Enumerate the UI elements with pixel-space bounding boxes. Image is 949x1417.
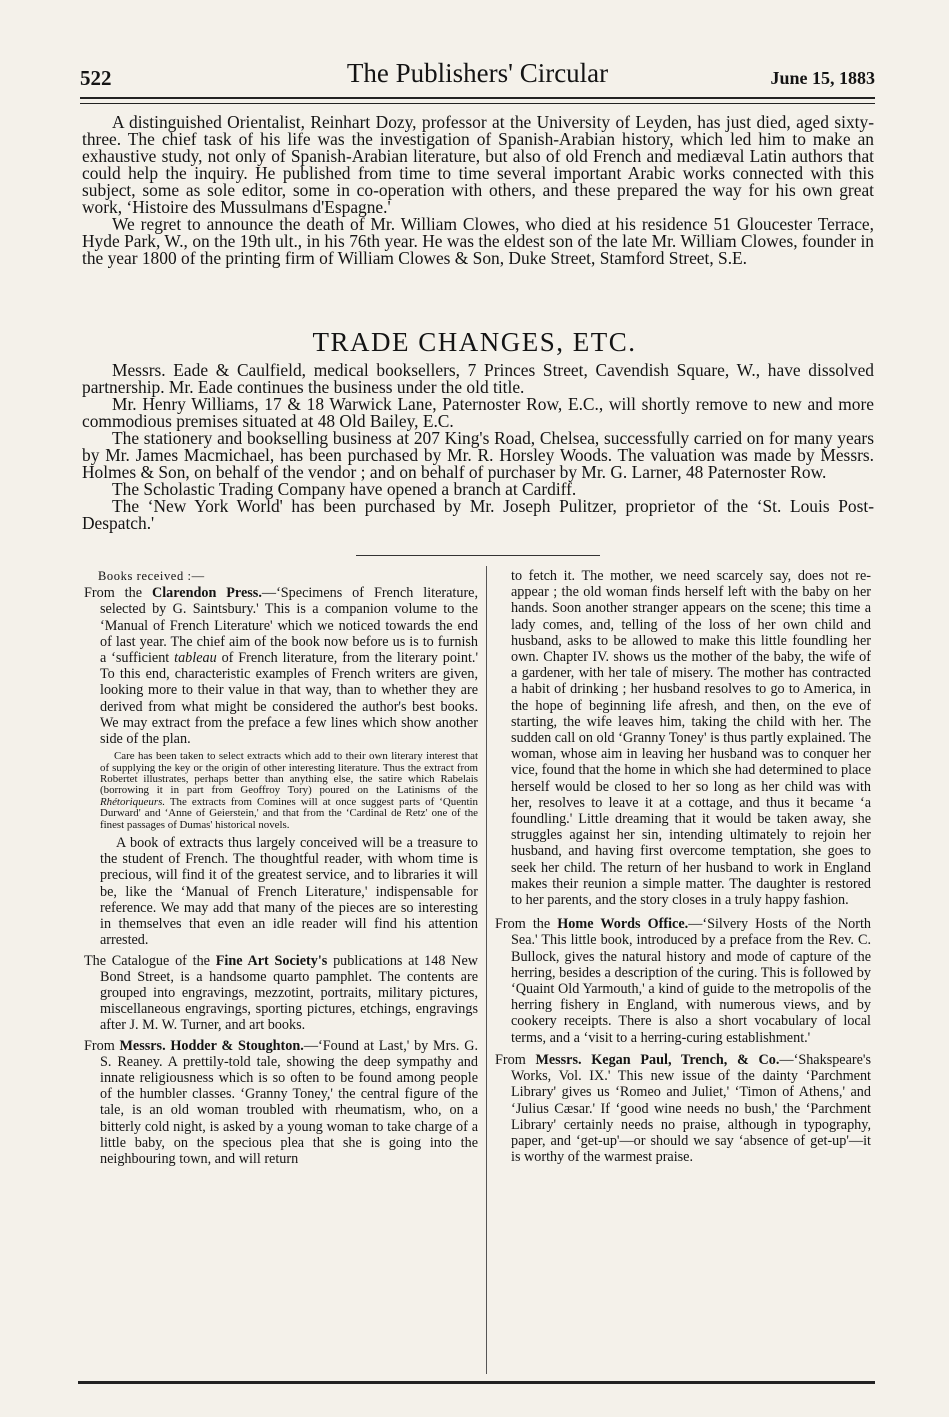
publisher-clarendon: Clarendon Press.: [151, 585, 262, 602]
publisher-fine-art: Fine Art Society's: [215, 952, 328, 969]
journal-title: The Publishers' Circular: [346, 58, 609, 88]
left-column: [84, 568, 478, 1171]
clarendon-review: A book of extracts thus largely conceived will be a treasure to the student of French. The thoughtful reader, with whom time is precious, will find it of the greatest service, and to libraries it will be, like the ‘Manual of French Literature,' indispensable for reference. We may add that many of the pieces are so interesting in themselves that even an idle reader will find his attention arrested.: [100, 835, 478, 949]
entry-fine-art-society: The Catalogue of the Fine Art Society's publications at 148 New Bond Street, is a handsome quarto pamphlet. The contents are grouped into engravings, mezzotint, portraits, military pictures, miscellaneous engravings, sporting pictures, etchings, engravings after J. M. W. Turner, and art books.: [84, 952, 478, 1034]
paragraph-dozy: A distinguished Orientalist, Reinhart Dozy, professor at the University of Leyden, has just died, aged sixty-three. The chief task of his life was the investigation of Spanish-Arabian history, which led him to make an exhaustive study, not only of Spanish-Arabian literature, but also of old French and mediæval Latin authors that could help the inquiry. He published from time to time several important Arabic works connected with this subject, some as sole editor, some in co-operation with others, and these prepared the way for his own great work, ‘Histoire des Mussulmans d'Espagne.': [82, 112, 874, 217]
page-number: 522: [80, 66, 112, 90]
page-header: [80, 58, 875, 94]
section-divider: [356, 555, 600, 556]
entry-kegan-paul: From Messrs. Kegan Paul, Trench, & Co.—‘Shakspeare's Works, Vol. IX.' This new issue of the dainty ‘Parchment Library' gives us ‘Romeo and Juliet,' ‘Timon of Athens,' and ‘Julius Cæsar.' If ‘good wine needs no bush,' the ‘Parchment Library' certainly needs no praise, although in typography, paper, and ‘get-up'—or should we say ‘absence of get-up'—it is worthy of the warmest praise.: [495, 1051, 872, 1166]
trade-changes-section: [82, 362, 874, 532]
paragraph-williams: Mr. Henry Williams, 17 & 18 Warwick Lane, Paternoster Row, E.C., will shortly remove to new and more commodious premises situated at 48 Old Bailey, E.C.: [82, 394, 874, 431]
entry-clarendon-press: From the Clarendon Press.—‘Specimens of French literature, selected by G. Saintsbury.' This is a companion volume to the ‘Manual of French Literature' which we noticed towards the end of last year. The chief aim of the book now before us is to furnish a ‘sufficient tableau of French literature, from the literary point.' To this end, characteristic examples of French writers are given, looking more to their value in that way, than to whether they are derived from what might be considered the author's best books. We may extract from the preface a few lines which show another side of the plan.: [84, 585, 479, 748]
publisher-kegan-paul: Messrs. Kegan Paul, Trench, & Co.: [535, 1051, 780, 1068]
paragraph-macmichael: The stationery and bookselling business at 207 King's Road, Chelsea, successfully carried on for many years by Mr. James Macmichael, has been purchased by Mr. R. Horsley Woods. The valuation was made by Messrs. Holmes & Son, on behalf of the vendor ; and on behalf of purchaser by Mr. G. Larner, 48 Paternoster Row.: [82, 428, 874, 482]
header-rule: [80, 97, 875, 104]
paragraph-clowes: We regret to announce the death of Mr. William Clowes, who died at his residence 51 Gloucester Terrace, Hyde Park, W., on the 19th ult., in his 76th year. He was the eldest son of the late Mr. William Clowes, founder in the year 1800 of the printing firm of William Clowes & Son, Duke Street, Stamford Street, S.E.: [82, 214, 874, 268]
intro-section: [82, 114, 874, 267]
paragraph-eade: Messrs. Eade & Caulfield, medical booksellers, 7 Princes Street, Cavendish Square, W., have dissolved partnership. Mr. Eade continues the business under the old title.: [82, 360, 874, 397]
publisher-home-words: Home Words Office.: [557, 916, 689, 933]
entry-home-words: From the Home Words Office.—‘Silvery Hosts of the North Sea.' This little book, introduced by a preface from the Rev. C. Bullock, gives the natural history and mode of capture of the herring, besides a description of the curing. This is followed by ‘Quaint Old Yarmouth,' a kind of guide to the metropolis of the herring fishery in England, with numerous views, and by cookery receipts. There is also a short vocabulary of local terms, and a ‘visit to a herring-curing establishment.': [495, 916, 871, 1046]
right-column: [495, 568, 871, 1169]
entry-hodder-stoughton: From Messrs. Hodder & Stoughton.—‘Found at Last,' by Mrs. G. S. Reaney. A prettily-told tale, showing the deep sympathy and innate religiousness which is so often to be found among people of the humbler classes. ‘Granny Toney,' the central figure of the tale, is an old woman troubled with rheumatism, who, on a bitterly cold night, is asked by a young woman to take charge of a little baby, on the specious plea that she is going into the neighbouring town, and will return: [84, 1037, 478, 1167]
publisher-hodder: Messrs. Hodder & Stoughton.: [119, 1037, 304, 1054]
paragraph-pulitzer: The ‘New York World' has been purchased by Mr. Joseph Pulitzer, proprietor of the ‘St. Louis Post-Despatch.': [82, 496, 874, 533]
column-divider: [486, 566, 487, 1374]
issue-date: June 15, 1883: [770, 68, 875, 88]
section-title-trade-changes: TRADE CHANGES, ETC.: [312, 327, 637, 357]
bottom-rule: [78, 1381, 875, 1384]
preface-extract: Care has been taken to select extracts which add to their own literary interest that of supplying the key or the origin of other interesting literature. Thus the extract from Robertet illustrates, perhaps better than anything else, the satire which Rabelais (borrowing it in part from Geoffroy Tory) poured on the Latinisms of the Rhétoriqueurs. The extracts from Comines will at once suggest parts of ‘Quentin Durward' and ‘Anne of Geierstein,' and that from the ‘Cardinal de Retz' one of the finest passages of Dumas' historical novels.: [100, 750, 478, 831]
hodder-continuation: to fetch it. The mother, we need scarcely say, does not re-appear ; the old woman finds herself left with the baby on her hands. Soon another stranger appears on the scene; this time a lady comes, and, telling of the loss of her own child and husband, asks to be allowed to make this little foundling her own. Chapter IV. shows us the mother of the baby, the wife of a gardener, with her tale of misery. The mother has contracted a habit of drinking ; her husband resolves to go to America, in the hope of beginning life afresh, and then, on the eve of starting, the wife leaves him, taking the child with her. The sudden call on old ‘Granny Toney' is thus partly explained. The woman, whose aim in leaving her husband was to conquer her vice, found that the home in which she had determined to place herself would be closed to her so long as her child was with her, resolves to leave it at a cottage, and thus it became ‘a foundling.' Little dreaming that it would be taken away, she struggles against her sin, intending ultimately to rejoin her husband, and having first overcome temptation, she goes to seek her child. The return of her husband to work in England makes their reunion a simple matter. The daughter is restored to her parents, and the story closes in a truly happy fashion.: [511, 568, 871, 909]
paragraph-scholastic: The Scholastic Trading Company have opened a branch at Cardiff.: [112, 479, 577, 499]
books-received-heading: Books received :—: [98, 569, 205, 583]
